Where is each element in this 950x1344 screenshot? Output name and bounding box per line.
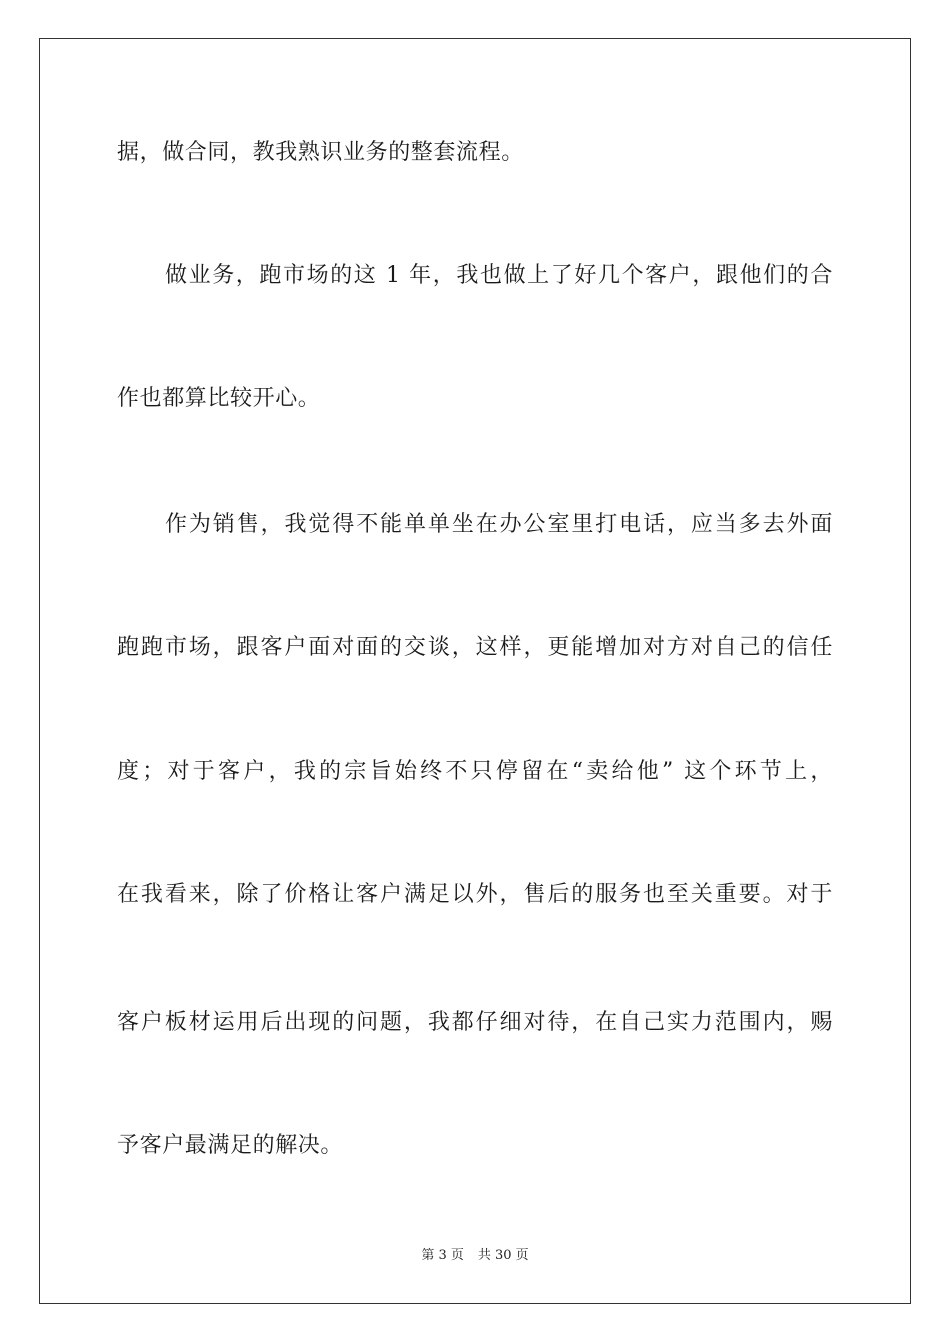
paragraph-line: 据，做合同，教我熟识业务的整套流程。 bbox=[117, 140, 524, 165]
paragraph-line: 予客户最满足的解决。 bbox=[117, 1133, 344, 1158]
paragraph-line: 在我看来，除了价格让客户满足以外，售后的服务也至关重要。对于 bbox=[117, 882, 833, 907]
paragraph-line: 做业务，跑市场的这 1 年，我也做上了好几个客户，跟他们的合 bbox=[165, 263, 833, 288]
paragraph-line: 客户板材运用后出现的问题，我都仔细对待，在自己实力范围内，赐 bbox=[117, 1010, 833, 1035]
paragraph-line: 度；对于客户，我的宗旨始终不只停留在“卖给他” 这个环节上， bbox=[117, 759, 833, 784]
paragraph-line: 作为销售，我觉得不能单单坐在办公室里打电话，应当多去外面 bbox=[165, 512, 833, 537]
page-number: 第 3 页 bbox=[421, 1248, 464, 1263]
page-footer bbox=[0, 1247, 950, 1265]
paragraph-line: 跑跑市场，跟客户面对面的交谈，这样，更能增加对方对自己的信任 bbox=[117, 635, 833, 660]
paragraph-line: 作也都算比较开心。 bbox=[117, 386, 321, 411]
page-border bbox=[39, 38, 911, 1304]
page-count: 共 30 页 bbox=[477, 1248, 529, 1263]
